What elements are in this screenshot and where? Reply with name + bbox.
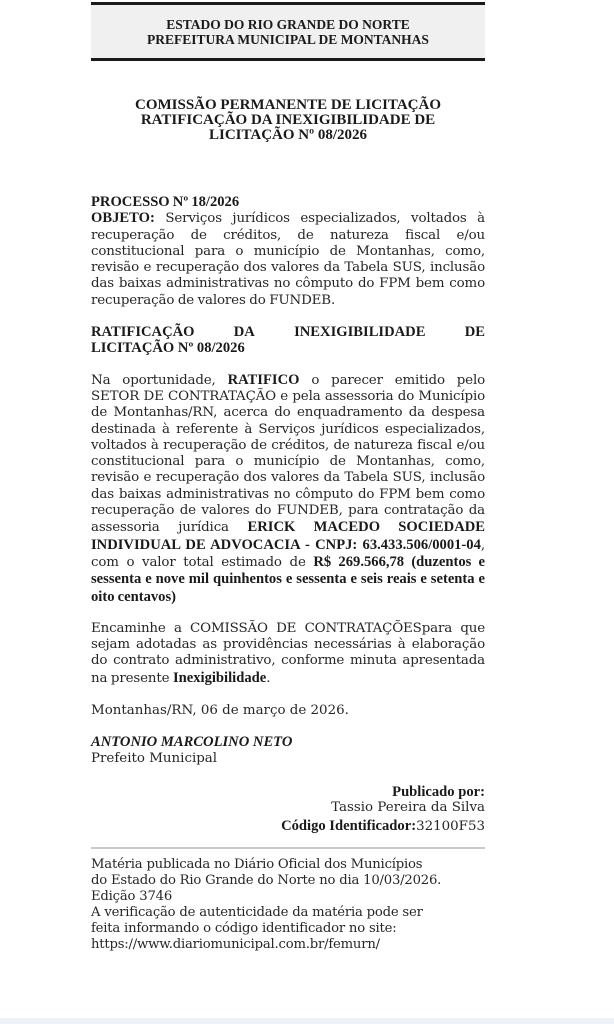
publication-footer xyxy=(91,857,485,953)
text-run: , com o valor total estimado de xyxy=(91,537,485,570)
signer-block xyxy=(91,734,485,767)
document-title xyxy=(91,98,485,143)
text-run: Encaminhe a COMISSÃO DE CONTRATAÇÕESpara que sejam adotadas as providências necessárias à elaboração do contrato administrativo, conforme minuta apresentada na presente xyxy=(91,620,485,686)
title-line-1: COMISSÃO PERMANENTE DE LICITAÇÃO xyxy=(134,97,441,113)
inexigibilidade-bold: Inexigibilidade xyxy=(172,669,267,686)
objeto-label: OBJETO: xyxy=(91,210,155,227)
title-line-3: LICITAÇÃO Nº 08/2026 xyxy=(208,127,368,143)
header-prefecture: PREFEITURA MUNICIPAL DE MONTANHAS xyxy=(147,31,429,47)
objeto-text: Serviços jurídicos especializados, voltados à recuperação de créditos, de natureza fiscal e/ou constitucional para o município de Montanhas, como, revisão e recuperação dos valores da Tabela SUS, inclusão das baixas administrativas no cômputo do FPM bem como recuperação de valores do FUNDEB. xyxy=(91,211,485,308)
ratificacao-heading-line-2: LICITAÇÃO Nº 08/2026 xyxy=(91,340,245,357)
ratifico-bold: RATIFICO xyxy=(227,371,300,388)
identifier-code-line xyxy=(91,817,485,835)
edition-number: Edição 3746 xyxy=(91,888,173,904)
processo-section xyxy=(91,194,485,309)
signer-role: Prefeito Municipal xyxy=(91,750,218,766)
published-by-label: Publicado por: xyxy=(392,783,485,800)
bottom-band xyxy=(0,1018,614,1024)
ratificacao-heading xyxy=(91,324,485,357)
ratification-paragraph xyxy=(91,372,485,606)
heading-word: RATIFICAÇÃO xyxy=(91,324,195,341)
document-page xyxy=(91,0,485,953)
footer-line: Matéria publicada no Diário Oficial dos Municípios xyxy=(91,856,423,872)
text-run: o parecer emitido pelo SETOR DE CONTRATAÇÃO e pela assessoria do Município de Montanhas/RN, acerca do enquadramento da despesa destinada à referente à Serviços jurídicos especializados, voltados à recuperação de créditos, de natureza fiscal e/ou constitucional para o município de Montanhas, como, revisão e recuperação dos valores da Tabela SUS, inclusão das baixas administrativas no cômputo do FPM bem como recuperação de valores do FUNDEB, para contratação da assessoria jurídica xyxy=(91,372,486,536)
verification-url[interactable]: https://www.diariomunicipal.com.br/femurn/ xyxy=(91,936,380,952)
signer-name: ANTONIO MARCOLINO NETO xyxy=(91,734,293,751)
forwarding-paragraph xyxy=(91,621,485,687)
contract-value: R$ 269.566,78 (duzentos e sessenta e nove mil quinhentos e sessenta e seis reais e setenta e oito centavos) xyxy=(91,553,486,605)
header-state: ESTADO DO RIO GRANDE DO NORTE xyxy=(166,16,410,32)
heading-word: DA xyxy=(233,324,255,341)
heading-word: DE xyxy=(464,324,485,341)
processo-number: PROCESSO Nº 18/2026 xyxy=(91,194,240,210)
published-by-block xyxy=(91,784,485,835)
identifier-code-value: 32100F53 xyxy=(416,818,485,834)
contractor-name-cnpj: ERICK MACEDO SOCIEDADE INDIVIDUAL DE ADVOCACIA - CNPJ: 63.433.506/0001-04 xyxy=(91,519,486,553)
footer-line: feita informando o código identificador no site: xyxy=(91,920,397,936)
footer-line: do Estado do Rio Grande do Norte no dia 10/03/2026. xyxy=(91,872,442,888)
text-run: . xyxy=(266,670,271,686)
date-line: Montanhas/RN, 06 de março de 2026. xyxy=(91,703,349,719)
header-box xyxy=(91,2,485,61)
objeto-paragraph xyxy=(91,210,485,309)
identifier-code-label: Código Identificador: xyxy=(281,817,417,834)
heading-word: INEXIGIBILIDADE xyxy=(294,324,426,341)
publisher-name: Tassio Pereira da Silva xyxy=(331,800,485,816)
text-run: Na oportunidade, xyxy=(91,372,228,388)
title-line-2: RATIFICAÇÃO DA INEXIGIBILIDADE DE xyxy=(140,112,436,128)
ratificacao-heading-line-1 xyxy=(91,324,485,340)
footer-line: A verificação de autenticidade da matéria pode ser xyxy=(91,904,423,920)
footer-divider xyxy=(91,847,485,849)
